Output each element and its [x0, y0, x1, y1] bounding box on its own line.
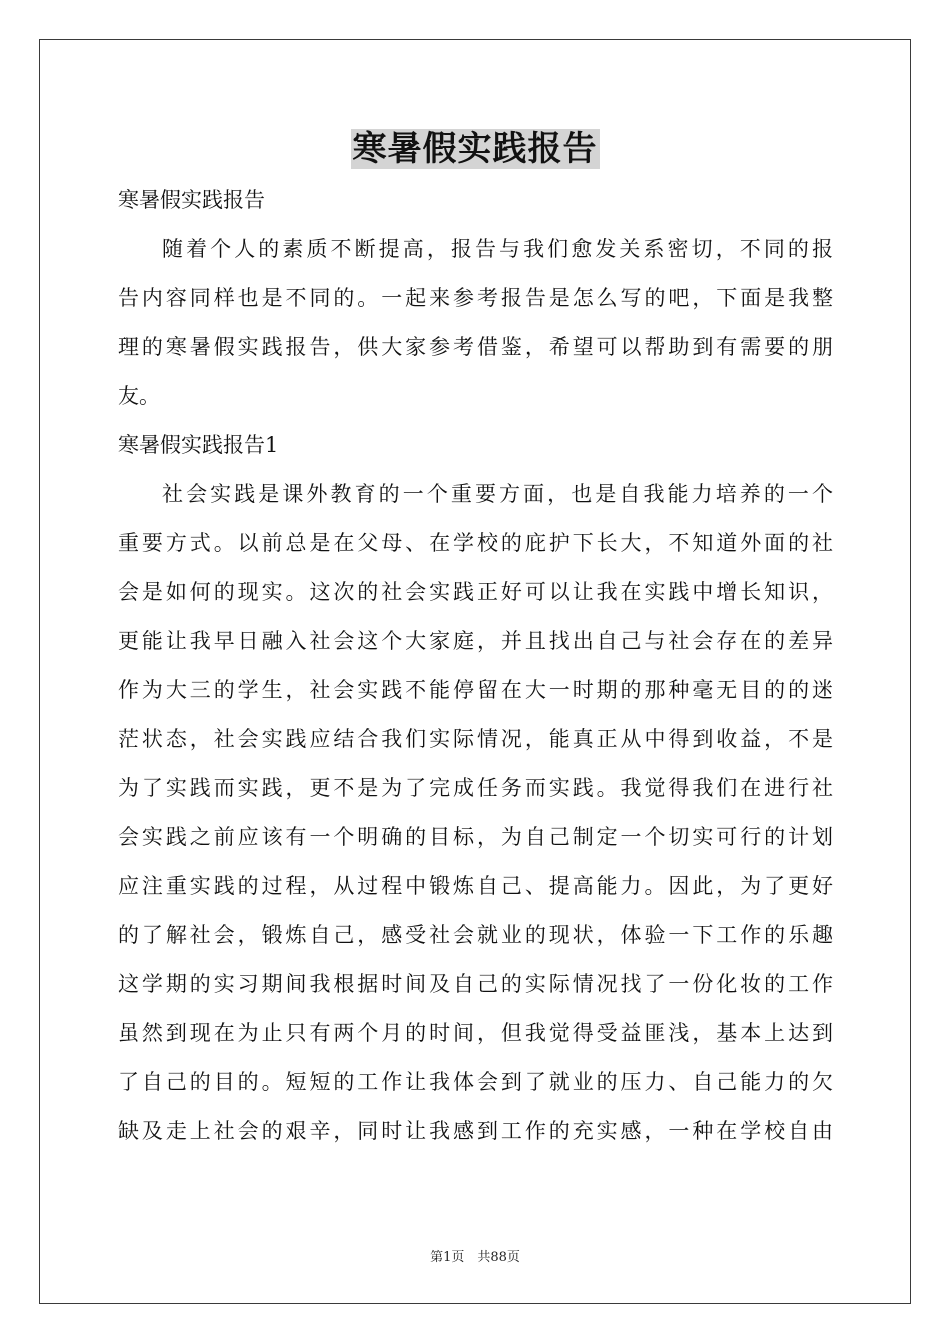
body-line: 虽然到现在为止只有两个月的时间，但我觉得受益匪浅，基本上达到 — [118, 1021, 833, 1045]
intro-line: 友。 — [118, 384, 160, 408]
body-line: 茫状态，社会实践应结合我们实际情况，能真正从中得到收益，不是 — [118, 727, 833, 751]
body-line: 这学期的实习期间我根据时间及自己的实际情况找了一份化妆的工作 — [118, 972, 833, 996]
page-number: 第1页 共88页 — [430, 1250, 520, 1265]
document-title-text: 寒暑假实践报告 — [352, 129, 598, 169]
body-line: 社会实践是课外教育的一个重要方面，也是自我能力培养的一个 — [162, 482, 833, 506]
body-line: 作为大三的学生，社会实践不能停留在大一时期的那种毫无目的的迷 — [118, 678, 833, 702]
body-line: 会是如何的现实。这次的社会实践正好可以让我在实践中增长知识， — [118, 580, 833, 604]
body-line: 的了解社会，锻炼自己，感受社会就业的现状，体验一下工作的乐趣 — [118, 923, 833, 947]
body-line: 了自己的目的。短短的工作让我体会到了就业的压力、自己能力的欠 — [118, 1070, 833, 1094]
section-heading: 寒暑假实践报告1 — [118, 433, 279, 457]
subtitle: 寒暑假实践报告 — [118, 188, 265, 212]
intro-line: 随着个人的素质不断提高，报告与我们愈发关系密切，不同的报 — [162, 237, 833, 261]
intro-line: 告内容同样也是不同的。一起来参考报告是怎么写的吧，下面是我整 — [118, 286, 833, 310]
body-line: 缺及走上社会的艰辛，同时让我感到工作的充实感，一种在学校自由 — [118, 1119, 833, 1143]
body-line: 应注重实践的过程，从过程中锻炼自己、提高能力。因此，为了更好 — [118, 874, 833, 898]
page-footer — [0, 1249, 950, 1267]
intro-line: 理的寒暑假实践报告，供大家参考借鉴，希望可以帮助到有需要的朋 — [118, 335, 833, 359]
body-line: 会实践之前应该有一个明确的目标，为自己制定一个切实可行的计划 — [118, 825, 833, 849]
body-line: 为了实践而实践，更不是为了完成任务而实践。我觉得我们在进行社 — [118, 776, 833, 800]
body-line: 重要方式。以前总是在父母、在学校的庇护下长大，不知道外面的社 — [118, 531, 833, 555]
body-line: 更能让我早日融入社会这个大家庭，并且找出自己与社会存在的差异 — [118, 629, 833, 653]
document-title — [0, 128, 950, 170]
document-body — [118, 176, 833, 1156]
